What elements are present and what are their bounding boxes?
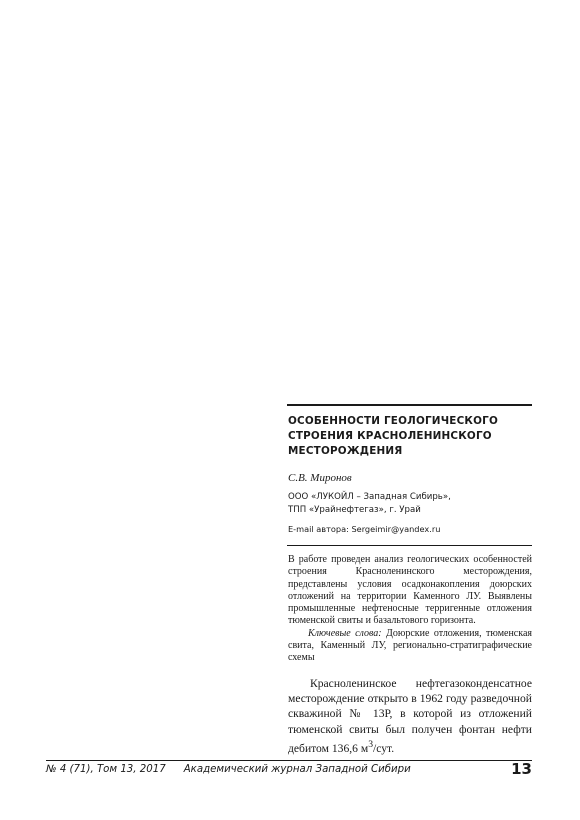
article-title [288, 414, 533, 459]
body-text [288, 676, 532, 756]
page-footer [46, 764, 532, 775]
author-email: E-mail автора: Sergeimir@yandex.ru [288, 524, 441, 534]
body-paragraph-main: Красноленинское нефтегазоконденсатное месторождение открыто в 1962 году разведочной скважиной № 13Р, в которой из отложений тюменской свиты был получен фонтан нефти дебитом 136,6 м [288, 677, 532, 755]
affiliation-line-2: ТПП «Урайнефтегаз», г. Урай [288, 505, 421, 515]
abstract-text: В работе проведен анализ геологических особенностей строения Красноленинского месторождения, представлены условия осадконакопления доюрских отложений на территории Каменного ЛУ. Выявлены промышленные нефтеносные терригенные отложения тюменской свиты и базальтового горизонта. [288, 554, 532, 627]
body-paragraph-end: /сут. [373, 741, 395, 755]
footer-rule [46, 760, 532, 761]
author-affiliation [288, 491, 451, 517]
author-name: С.В. Миронов [288, 472, 352, 484]
keywords-label: Ключевые слова: [308, 627, 382, 639]
abstract-rule [287, 545, 532, 546]
title-line-2: СТРОЕНИЯ КРАСНОЛЕНИНСКОГО [288, 430, 492, 442]
title-line-1: ОСОБЕННОСТИ ГЕОЛОГИЧЕСКОГО [288, 415, 498, 427]
title-rule [287, 404, 532, 406]
issue-info: № 4 (71), Том 13, 2017 [46, 764, 166, 775]
journal-name: Академический журнал Западной Сибири [183, 764, 411, 775]
affiliation-line-1: ООО «ЛУКОЙЛ – Западная Сибирь», [288, 492, 451, 502]
unit-superscript: 3 [368, 738, 374, 750]
title-line-3: МЕСТОРОЖДЕНИЯ [288, 445, 403, 457]
body-paragraph [288, 676, 532, 756]
page-number: 13 [511, 760, 532, 778]
abstract [288, 554, 532, 665]
keywords [288, 628, 532, 665]
keywords-text: Доюрские отложения, тюменская свита, Каменный ЛУ, регионально-стратиграфические схемы [288, 627, 532, 664]
